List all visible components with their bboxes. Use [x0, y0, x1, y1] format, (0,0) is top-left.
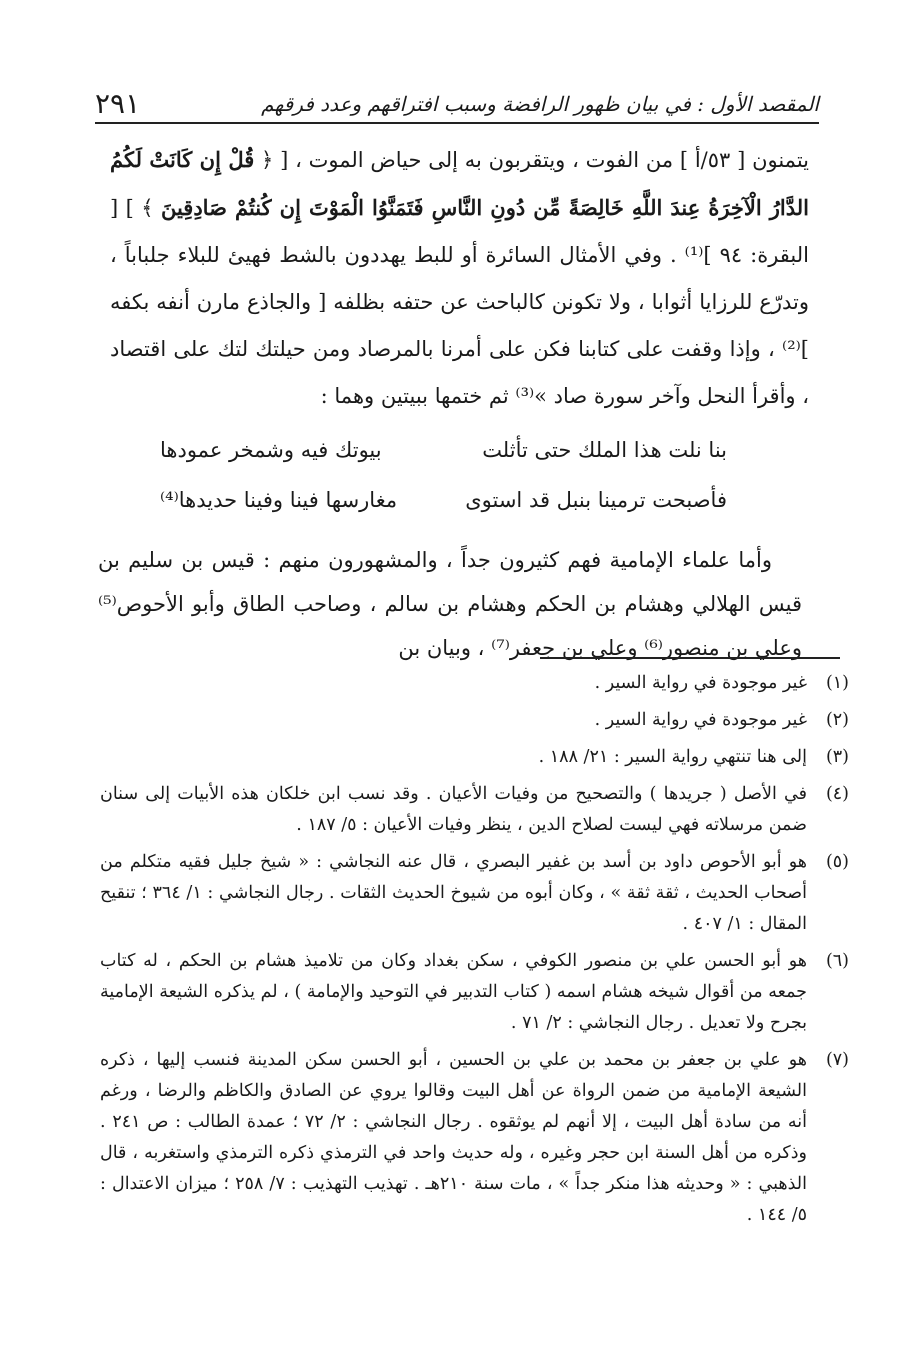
footnote-text: في الأصل ( جريدها ) والتصحيح من وفيات الأعيان . وقد نسب ابن خلكان هذه الأبيات إلى سنان ضمن مرسلاته فهي ليست لصلاح الدين ، ينظر وفيات الأعيان : ٥/ ١٨٧ . [100, 784, 807, 835]
footnote [100, 779, 849, 841]
footnote [100, 668, 849, 699]
footnote-number: (١) [825, 673, 849, 693]
quran-verse: قُلْ إِن كَانَتْ لَكُمُ الدَّارُ الْآخِرَةُ عِندَ اللَّهِ خَالِصَةً مِّن دُونِ النَّاسِ فَتَمَنَّوُا الْمَوْتَ إِن كُنتُمْ صَادِقِينَ [110, 147, 809, 220]
footnote [100, 742, 849, 773]
footnote-number: (٢) [825, 710, 849, 730]
footnote-number: (٧) [825, 1050, 849, 1070]
footnote-text: هو علي بن جعفر بن محمد بن علي بن الحسين ، أبو الحسن سكن المدينة فنسب إليها ، ذكره الشيعة الإمامية من ضمن الرواة عن أهل البيت وقالوا يروي عن الصادق والكاظم والرضا ، ورغم أنه من سادة أهل البيت ، إلا أنهم لم يوثقوه . رجال النجاشي : ٢/ ٧٢ ؛ عمدة الطالب : ص ٢٤١ . وذكره من أهل السنة ابن حجر وغيره ، وله حديث واحد في الترمذي ذكره الترمذي واستغربه ، قال الذهبي : « وحديثه هذا منكر جداً » ، مات سنة ٢١٠هـ . تهذيب التهذيب : ٧/ ٢٥٨ ؛ ميزان الاعتدال : ٥/ ١٤٤ . [100, 1050, 807, 1225]
footnotes [100, 668, 849, 1237]
footnote-number: (٥) [825, 852, 849, 872]
poem-line [160, 475, 727, 525]
footnote-text: غير موجودة في رواية السير . [594, 673, 807, 693]
poem-first-hemistich: بنا نلت هذا الملك حتى تأثلت [482, 438, 727, 462]
footnote-text: هو أبو الأحوص داود بن أسد بن غفير البصري ، قال عنه النجاشي : « شيخ جليل فقيه متكلم من أصحاب الحديث ، ثقة ثقة » ، وكان أبوه من شيوخ الحديث الثقات . رجال النجاشي : ١/ ٣٦٤ ؛ تنقيح المقال : ١/ ٤٠٧ . [100, 852, 807, 934]
footnote [100, 705, 849, 736]
footnote-text: هو أبو الحسن علي بن منصور الكوفي ، سكن بغداد وكان من تلاميذ هشام بن الحكم ، له كتاب جمعه من أقوال شيخه هشام اسمه ( كتاب التدبير في التوحيد والإمامة ) ، لم يذكره الشيعة الإمامية بجرح ولا تعديل . رجال النجاشي : ٢/ ٧١ . [100, 951, 808, 1033]
footnote-separator [540, 657, 840, 659]
page-header [95, 74, 819, 124]
poem-second-hemistich: بيوتك فيه وشمخر عمودها [160, 438, 382, 462]
footnote [100, 946, 849, 1039]
footnote [100, 1045, 849, 1231]
footnote-number: (٣) [825, 747, 849, 767]
text-after-quran: ﴾ ] [ البقرة: ٩٤ ]⁽¹⁾ . وفي الأمثال السائرة أو للبط يهددون بالشط فهيئ للبلاء جلباباً ، وتدرّع للرزايا أثوابا ، ولا تكونن كالباحث عن حتفه بظلفه [ والجاذع مارن أنفه بكفه ]⁽²⁾ ، وإذا وقفت على كتابنا فكن على أمرنا بالمرصاد ومن حيلتك لتك على اقتصاد ، وأقرأ النحل وآخر سورة صاد »⁽³⁾ ثم ختمها ببيتين وهما : [110, 196, 809, 408]
page-number: ٢٩١ [95, 87, 141, 120]
poem [160, 425, 727, 525]
second-paragraph: وأما علماء الإمامية فهم كثيرون جداً ، والمشهورون منهم : قيس بن سليم بن قيس الهلالي وهشام بن الحكم وهشام بن سالم ، وصاحب الطاق وأبو الأحوص⁽⁵⁾ وعلي بن منصور⁽⁶⁾ وعلي بن جعفر⁽⁷⁾ ، وبيان بن [98, 548, 802, 660]
poem-first-hemistich: فأصبحت ترمينا بنبل قد استوى [465, 488, 727, 512]
poem-line [160, 425, 727, 475]
footnote-text: غير موجودة في رواية السير . [594, 710, 807, 730]
footnote-number: (٦) [825, 951, 849, 971]
footnote [100, 847, 849, 940]
text-before-quran: يتمنون [ ٥٣/أ ] من الفوت ، ويتقربون به إلى حياض الموت ، [ ﴿ [254, 148, 809, 172]
footnote-number: (٤) [825, 784, 849, 804]
main-paragraph [110, 136, 809, 420]
running-title: المقصد الأول : في بيان ظهور الرافضة وسبب افتراقهم وعدد فرقهم [261, 92, 819, 116]
footnote-text: إلى هنا تنتهي رواية السير : ٢١/ ١٨٨ . [538, 747, 807, 767]
poem-second-hemistich: مغارسها فينا وفينا حديدها⁽⁴⁾ [160, 488, 398, 512]
